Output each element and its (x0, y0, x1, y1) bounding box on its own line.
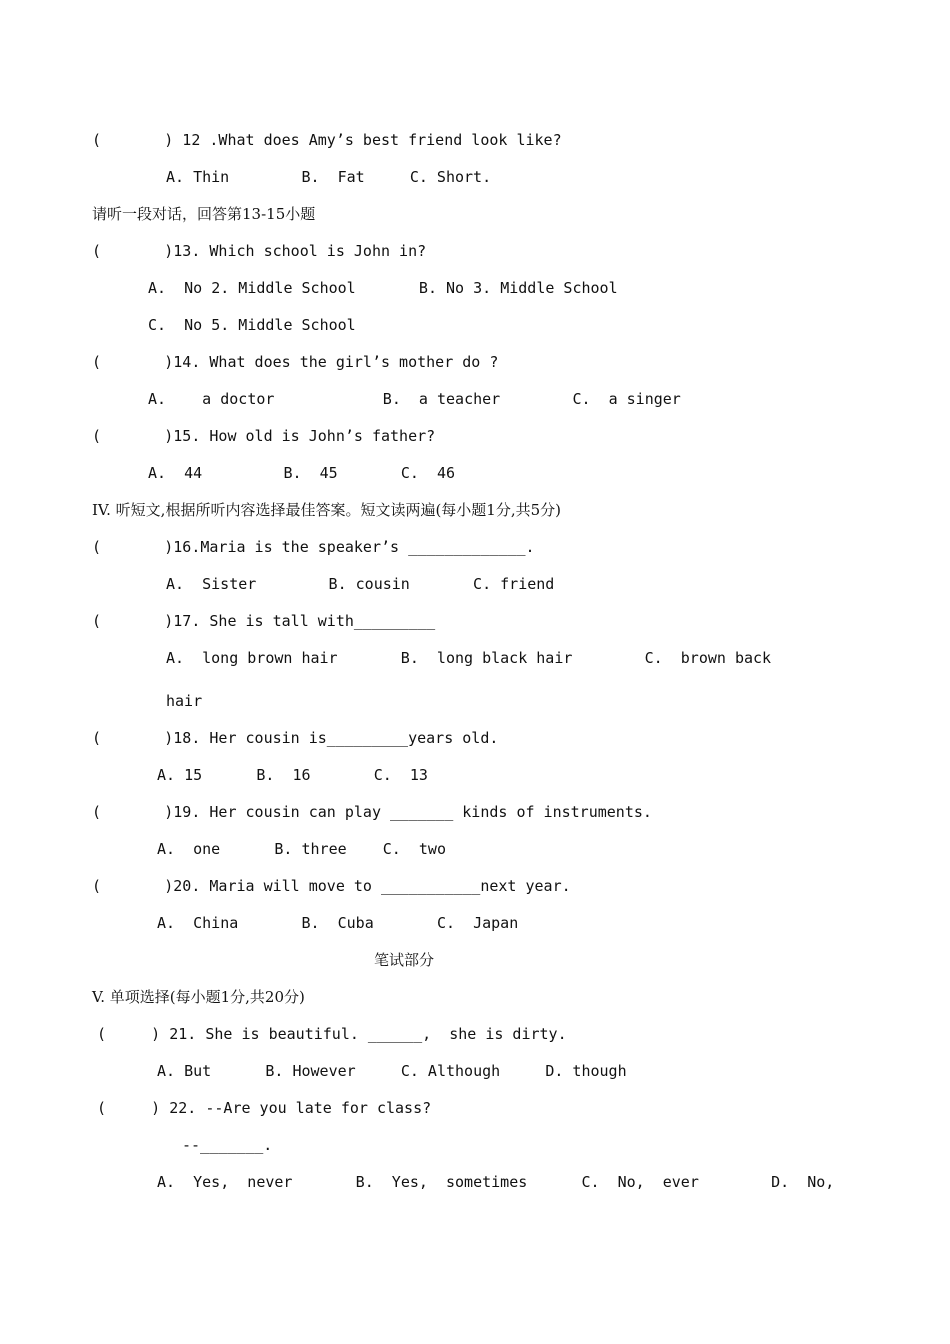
q22-stem: ( ) 22. --Are you late for class? (97, 1099, 432, 1117)
q20-options: A. China B. Cuba C. Japan (157, 914, 519, 932)
q13-option-c: C. No 5. Middle School (148, 316, 356, 334)
q19-options: A. one B. three C. two (157, 840, 446, 858)
section-v-heading: V. 单项选择(每小题1分,共20分) (92, 988, 305, 1006)
section-13-15-instruction: 请听一段对话，回答第13-15小题 (92, 205, 316, 223)
q14-options: A. a doctor B. a teacher C. a singer (148, 390, 681, 408)
q16-stem: ( )16.Maria is the speaker’s _____________. (92, 538, 535, 556)
q18-options: A. 15 B. 16 C. 13 (157, 766, 428, 784)
q17-stem: ( )17. She is tall with_________ (92, 612, 436, 630)
q16-options: A. Sister B. cousin C. friend (166, 575, 555, 593)
q19-stem: ( )19. Her cousin can play _______ kinds of instruments. (92, 803, 652, 821)
q15-options: A. 44 B. 45 C. 46 (148, 464, 456, 482)
q13-options-ab: A. No 2. Middle School B. No 3. Middle School (148, 279, 618, 297)
q22-answer-blank: --_______. (182, 1136, 273, 1154)
q21-options: A. But B. However C. Although D. though (157, 1062, 627, 1080)
q13-stem: ( )13. Which school is John in? (92, 242, 427, 260)
q15-stem: ( )15. How old is John’s father? (92, 427, 436, 445)
q21-stem: ( ) 21. She is beautiful. ______, she is dirty. (97, 1025, 567, 1043)
section-iv-heading: IV. 听短文,根据所听内容选择最佳答案。短文读两遍(每小题1分,共5分) (92, 501, 562, 519)
q22-options: A. Yes, never B. Yes, sometimes C. No, ever D. No, (157, 1173, 835, 1191)
q12-stem: ( ) 12 .What does Amy’s best friend look like? (92, 131, 562, 149)
q18-stem: ( )18. Her cousin is_________years old. (92, 729, 499, 747)
q17-options: A. long brown hair B. long black hair C. brown back (166, 649, 772, 667)
q17-options-continued: hair (166, 692, 203, 710)
written-part-heading: 笔试部分 (374, 951, 435, 969)
q12-options: A. Thin B. Fat C. Short. (166, 168, 492, 186)
q14-stem: ( )14. What does the girl’s mother do ? (92, 353, 499, 371)
q20-stem: ( )20. Maria will move to ___________next year. (92, 877, 571, 895)
